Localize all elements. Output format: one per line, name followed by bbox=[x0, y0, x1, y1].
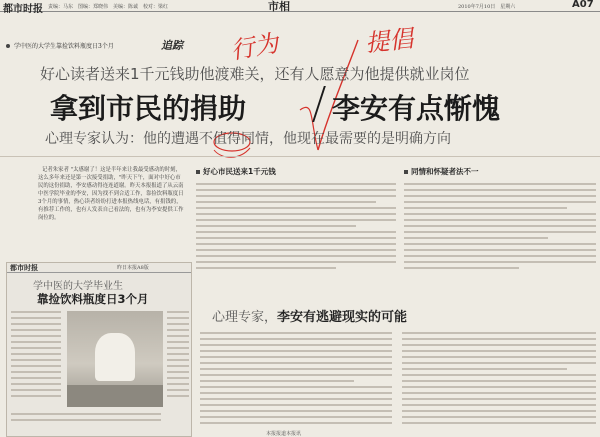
section-donation-body bbox=[196, 183, 396, 269]
inset-page-label: 昨日本报A8版 bbox=[117, 265, 149, 271]
inset-kicker: 学中医的大学毕业生 bbox=[33, 281, 123, 292]
inset-header bbox=[7, 263, 192, 273]
lead-paragraph: 记者朱家者 "太感谢了！这是半年来让我最受感动的时刻，这么多年来还是第一次接受捐助，"昨天下午，面对中好心市民的这份捐助，李安感动得连连道谢。昨天本报报道了从云南中医学院毕业的李安，因为找不到合适工作，靠捡饮料瓶度日3个月的事情，热心读者纷纷打进本报热线电话，有捐钱的，有推荐工作的，也有人发表自己看法的，也有为李安提供工作岗位的。 bbox=[38, 167, 184, 221]
section-psych-body-left bbox=[200, 332, 392, 428]
section-sympathy-title: 同情和怀疑者法不一 bbox=[404, 166, 596, 177]
section-psych-title bbox=[212, 306, 407, 325]
section-donation-title: 好心市民送来1千元钱 bbox=[196, 166, 396, 177]
page-number: A07 bbox=[572, 0, 594, 10]
inset-headline: 靠捡饮料瓶度日3个月 bbox=[37, 292, 149, 306]
kicker-tag: 追踪 bbox=[161, 39, 183, 52]
headline-deck: 好心读者送来1千元钱助他渡难关，还有人愿意为他提供就业岗位 bbox=[40, 65, 470, 83]
inset-logo: 都市时报 bbox=[10, 264, 38, 272]
inset-photo bbox=[67, 311, 163, 407]
inset-body-bottom bbox=[11, 413, 161, 425]
section-psych-title-prefix: 心理专家， bbox=[212, 310, 278, 325]
section-psych-body-right bbox=[402, 332, 596, 428]
section-sympathy-body bbox=[404, 183, 596, 269]
inset-body-right bbox=[167, 311, 189, 401]
masthead-logo: 都市时报 bbox=[3, 4, 43, 15]
section-donation bbox=[196, 166, 396, 273]
section-sympathy bbox=[404, 166, 596, 273]
editor-line: 责编：马东 图编：郑晓伟 美编：陈诚 校对：梁红 bbox=[48, 4, 169, 10]
issue-date: 2010年7月10日 星期六 bbox=[458, 4, 516, 10]
photo-ground bbox=[67, 385, 163, 407]
section-name: 市相 bbox=[268, 0, 290, 13]
inset-clipping bbox=[6, 262, 192, 437]
photo-figure bbox=[95, 333, 135, 381]
handwritten-note-right: 提倡 bbox=[363, 24, 415, 58]
kicker-text: 学中医的大学生靠捡饮料瓶度日3个月 bbox=[14, 43, 114, 50]
rule-under-headline bbox=[0, 156, 600, 157]
headline-main-right: 李安有点惭愧 bbox=[332, 92, 501, 125]
section-psych-title-main: 李安有逃避现实的可能 bbox=[277, 310, 408, 325]
handwritten-note-left: 行为 bbox=[228, 29, 281, 65]
inset-body-left bbox=[11, 311, 61, 401]
bottom-footer-text: 本报报道本报讯 bbox=[266, 431, 302, 437]
headline-main-left: 拿到市民的捐助 bbox=[50, 92, 247, 125]
headline-sub: 心理专家认为：他的遭遇不值得同情，他现在最需要的是明确方向 bbox=[45, 131, 451, 147]
